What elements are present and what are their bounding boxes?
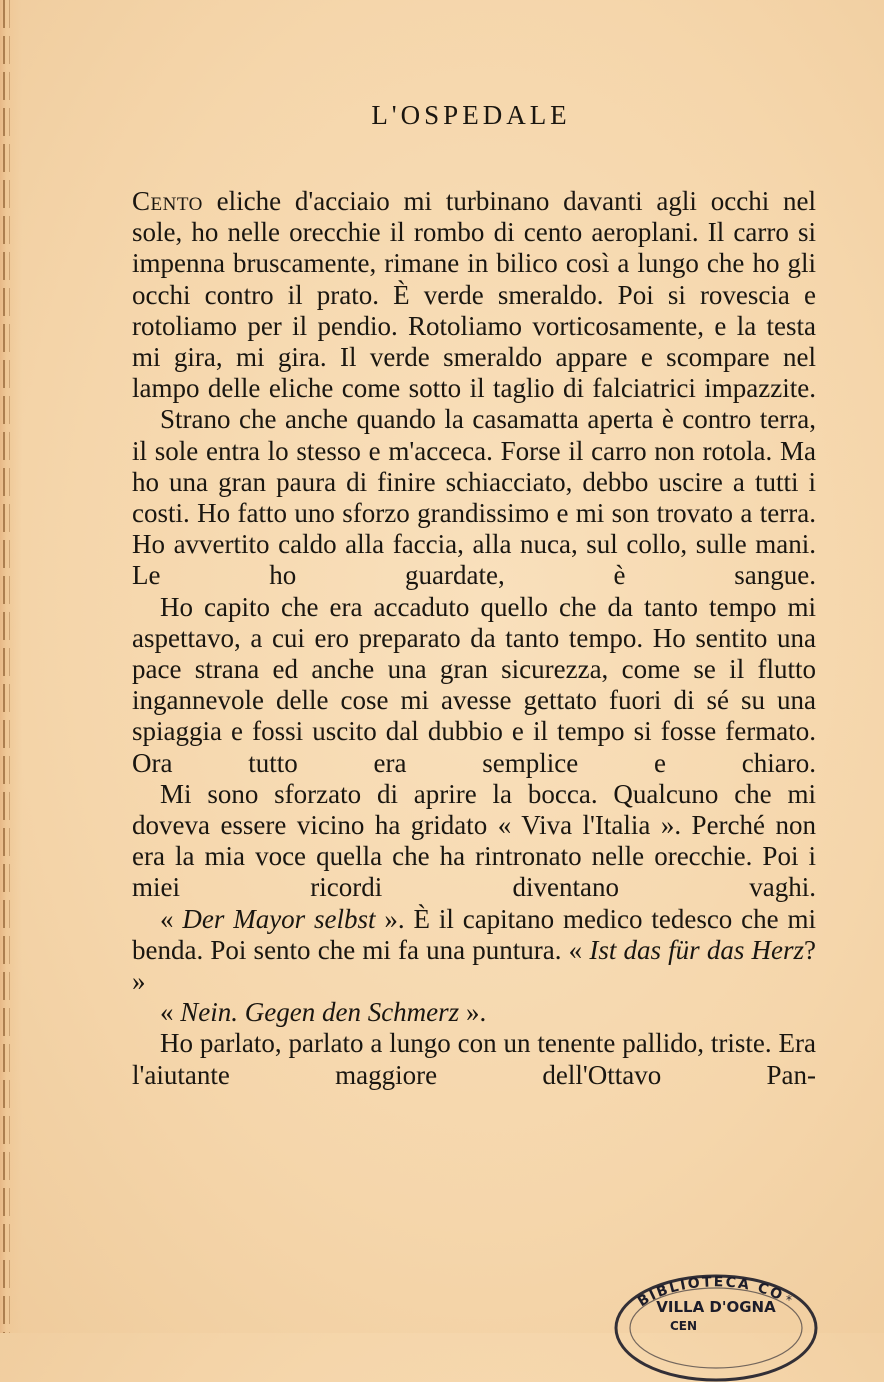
stamp-middle-text: VILLA D'OGNA: [656, 1298, 776, 1316]
paragraph-text: Strano che anche quando la casamatta aperta è contro terra, il sole entra lo stesso e m'acceca. Forse il carro non rotola. Ma ho una gran paura di finire schiacciato, debbo uscire a tutti i costi. Ho fatto uno sforzo grandissimo e mi son trovato a terra. Ho avvertito caldo alla faccia, alla nuca, sul collo, sulle mani. Le ho guardate, è sangue.: [132, 404, 816, 591]
italic-phrase: Nein. Gegen den Schmerz: [180, 997, 460, 1028]
paragraph: [132, 186, 816, 404]
text-body: [132, 186, 816, 1091]
paragraph: [132, 404, 816, 591]
library-stamp-icon: [606, 1262, 822, 1382]
paragraph-text: Ho capito che era accaduto quello che da tanto tempo mi aspettavo, a cui ero preparato da tanto tempo. Ho sentito una pace strana ed anche una gran sicurezza, come se il flutto ingannevole delle cose mi avesse gettato fuori di sé su una spiaggia e fossi uscito dal dubbio e il tempo si fosse fermato. Ora tutto era semplice e chiaro.: [132, 591, 816, 778]
stamp-bottom-text: CEN: [670, 1319, 698, 1333]
dropcap-word: Cento: [132, 186, 203, 216]
page-title: L'OSPEDALE: [371, 100, 571, 130]
paragraph: [132, 904, 816, 998]
paragraph: [132, 592, 816, 779]
quote-mark: «: [160, 903, 183, 934]
paragraph: [132, 1028, 816, 1090]
paragraph-text: ». È il capitano medico tedesco che mi benda. Poi sento che mi fa una puntura. «: [132, 903, 816, 965]
binding-shadow-line: [9, 0, 10, 1333]
paragraph-text: ? »: [132, 934, 816, 997]
italic-phrase: Der Mayor selbst: [182, 903, 376, 934]
paragraph-text: Mi sono sforzato di aprire la bocca. Qualcuno che mi doveva essere vicino ha gridato « Viva l'Italia ». Perché non era la mia voce quella che ha rintronato nelle orecchie. Poi i miei ricordi diventano vaghi.: [132, 778, 816, 903]
paragraph-text: eliche d'acciaio mi turbinano davanti agli occhi nel sole, ho nelle orecchie il rombo di cento aeroplani. Il carro si impenna bruscamente, rimane in bilico così a lungo che ho gli occhi contro il prato. È verde smeraldo. Poi si rovescia e rotoliamo per il pendio. Rotoliamo vorticosamente, e la testa mi gira, mi gira. Il verde smeraldo appare e scompare nel lampo delle eliche come sotto il taglio di falciatrici impazzite.: [132, 186, 816, 404]
quote-mark: «: [160, 997, 181, 1028]
paragraph-text: ».: [459, 997, 487, 1028]
paragraph: [132, 779, 816, 904]
binding-shadow-line: [3, 0, 5, 1333]
italic-phrase: Ist das für das Herz: [589, 934, 805, 965]
paragraph: [132, 997, 816, 1028]
paragraph-text: Ho parlato, parlato a lungo con un tenente pallido, triste. Era l'aiutante maggiore dell'Ottavo Pan-: [132, 1028, 816, 1090]
stamp-top-text: BIBLIOTECA CO: [635, 1274, 787, 1311]
stamp-star-icon: *: [786, 1293, 792, 1307]
